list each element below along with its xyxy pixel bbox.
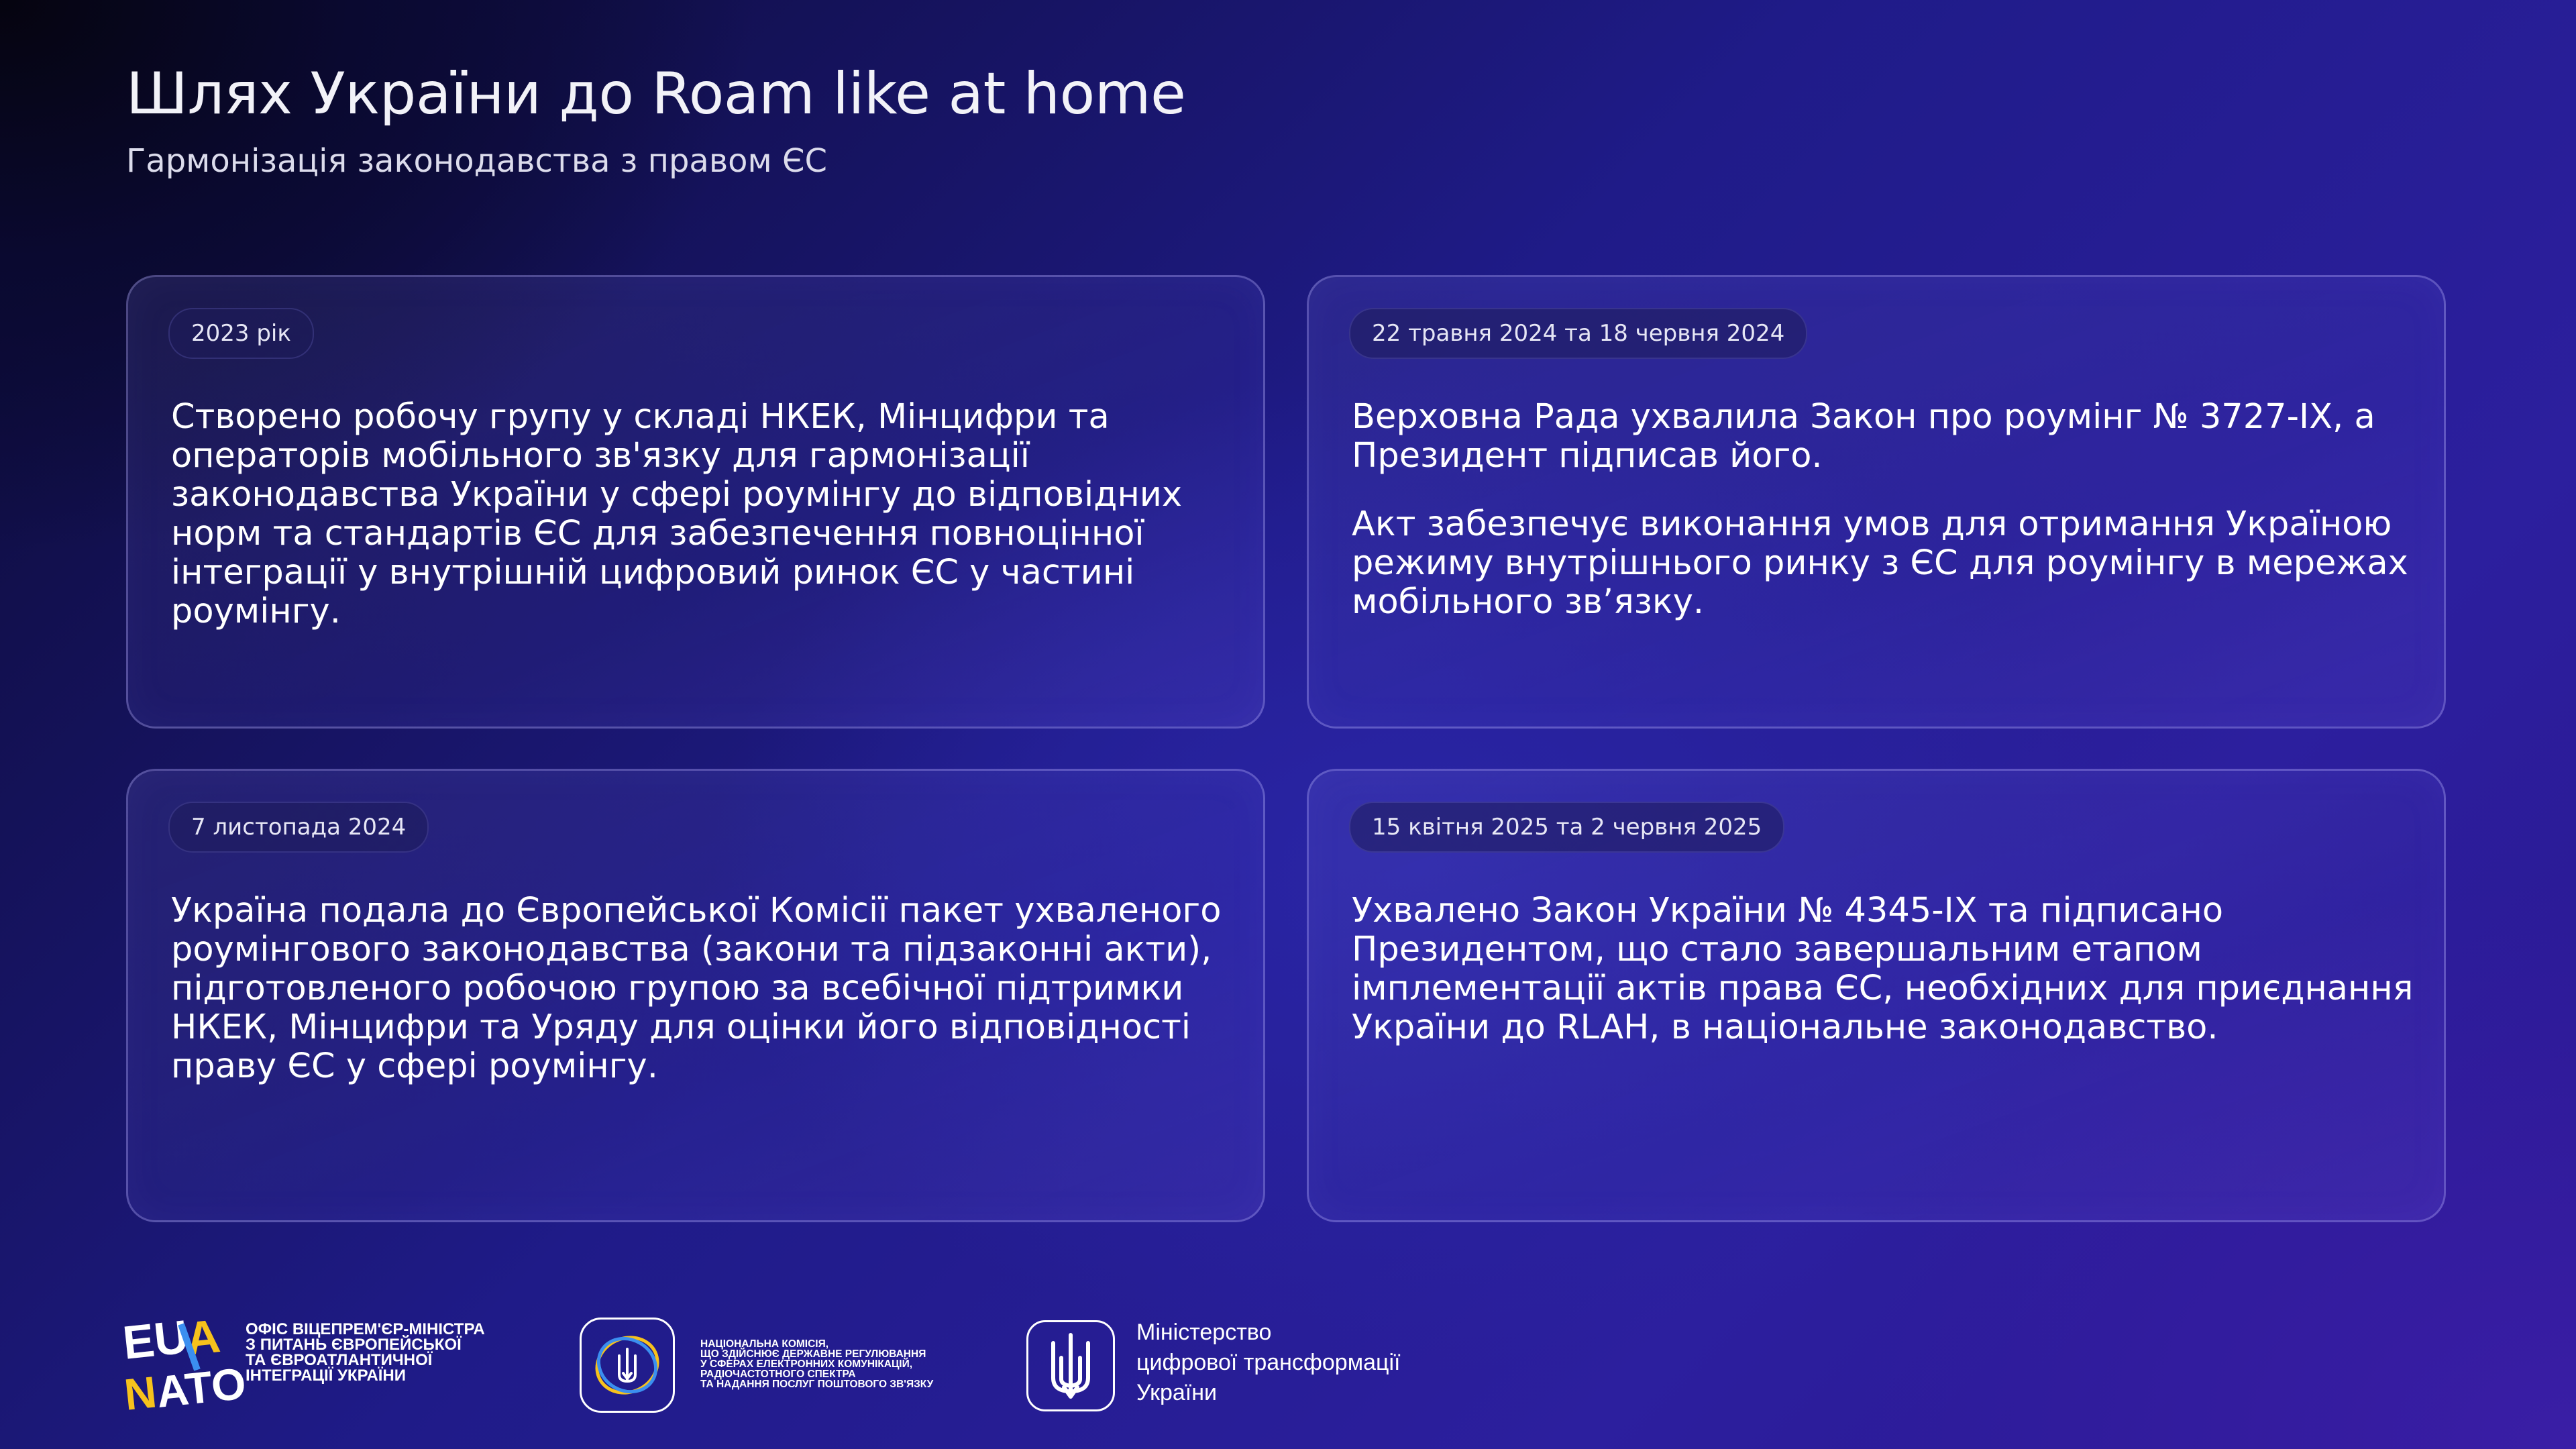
svg-text:EU: EU — [120, 1310, 191, 1369]
card-body — [1352, 892, 2418, 1047]
nkek-name-line: ТА НАДАННЯ ПОСЛУГ ПОШТОВОГО ЗВ'ЯЗКУ — [700, 1379, 934, 1390]
date-badge: 7 листопада 2024 — [168, 802, 429, 853]
card-paragraph: Ухвалено Закон України № 4345-ІХ та підписано Президентом, що стало завершальним етапом імплементації актів права ЄС, необхідних для приєднання України до RLAH, в національне законодавство. — [1352, 891, 2414, 1047]
card-paragraph: Створено робочу групу у складі НКЕК, Мінцифри та операторів мобільного зв'язку для гармонізації законодавства України у сфері роумінгу до відповідних норм та стандартів ЄС для забезпечення повноцінної інтеграції у внутрішній цифровий ринок ЄС у частині роумінгу. — [171, 397, 1183, 631]
date-badge: 15 квітня 2025 та 2 червня 2025 — [1349, 802, 1784, 853]
nkek-name-line: ЩО ЗДІЙСНЮЄ ДЕРЖАВНЕ РЕГУЛЮВАННЯ — [700, 1348, 926, 1360]
office-name-line: ТА ЄВРОАТЛАНТИЧНОЇ — [246, 1351, 433, 1369]
card-body — [171, 398, 1238, 631]
svg-text:N: N — [121, 1366, 159, 1419]
nkek-name-line: НАЦІОНАЛЬНА КОМІСІЯ, — [700, 1338, 829, 1350]
nkek-name-line: У СФЕРАХ ЕЛЕКТРОННИХ КОМУНІКАЦІЙ, — [700, 1358, 913, 1370]
office-name-line: ОФІС ВІЦЕПРЕМ'ЄР-МІНІСТРА — [246, 1320, 485, 1338]
card-paragraph: Акт забезпечує виконання умов для отримання Україною режиму внутрішнього ринку з ЄС для роумінгу в мережах мобільного зв’язку. — [1352, 504, 2408, 622]
ministry-name-line: цифрової трансформації — [1136, 1350, 1401, 1375]
nkek-name — [700, 1339, 982, 1389]
office-name-line: З ПИТАНЬ ЄВРОПЕЙСЬКОЇ — [246, 1336, 462, 1354]
office-name-line: ІНТЕГРАЦІЇ УКРАЇНИ — [246, 1366, 407, 1385]
page-title: Шлях України до Roam like at home — [126, 60, 1186, 127]
ministry-name-line: України — [1136, 1380, 1217, 1405]
card-body — [1352, 398, 2418, 622]
card-paragraph: Верховна Рада ухвалила Закон про роумінг № 3727-ІХ, а Президент підписав його. — [1352, 397, 2375, 476]
eu-nato-office-name — [246, 1322, 514, 1383]
ministry-name-line: Міністерство — [1136, 1320, 1272, 1345]
timeline-card-2024-november — [126, 769, 1265, 1222]
page-subtitle: Гармонізація законодавства з правом ЄС — [126, 142, 827, 180]
timeline-card-2025 — [1307, 769, 2446, 1222]
trident-icon — [1026, 1320, 1115, 1411]
svg-text:A: A — [183, 1309, 223, 1365]
ministry-name — [1136, 1318, 1472, 1408]
date-badge: 22 травня 2024 та 18 червня 2024 — [1349, 308, 1807, 359]
svg-text:ATO: ATO — [154, 1358, 248, 1417]
card-paragraph: Україна подала до Європейської Комісії пакет ухваленого роумінгового законодавства (закони та підзаконні акти), підготовленого робочою групою за всебічної підтримки НКЕК, Мінцифри та Уряду для оцінки його відповідності праву ЄС у сфері роумінгу. — [171, 891, 1222, 1086]
timeline-card-2024-may-june — [1307, 275, 2446, 729]
timeline-card-2023 — [126, 275, 1265, 729]
date-badge: 2023 рік — [168, 308, 314, 359]
nkek-name-line: РАДІОЧАСТОТНОГО СПЕКТРА — [700, 1368, 856, 1380]
card-body — [171, 892, 1238, 1086]
eu-nato-logo-icon — [120, 1309, 248, 1419]
nkek-trident-ring-icon — [580, 1318, 675, 1413]
